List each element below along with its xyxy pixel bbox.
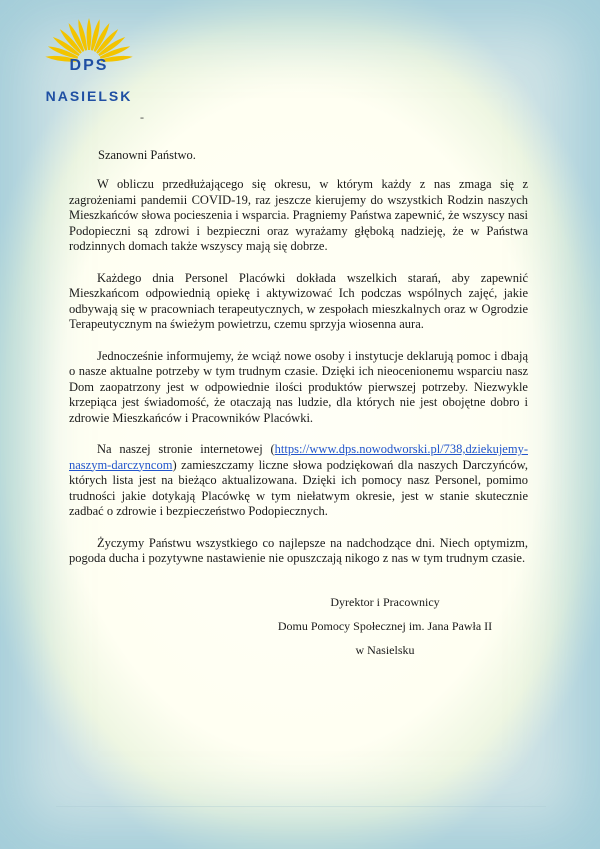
letter-signature xyxy=(240,595,530,667)
footer-divider xyxy=(56,806,546,807)
signature-line-2: Domu Pomocy Społecznej im. Jana Pawła II xyxy=(277,619,493,633)
paragraph-3: Jednocześnie informujemy, że wciąż nowe osoby i instytucje deklarują pomoc i dbają o nasze aktualne potrzeby w tym trudnym czasie. Dzięki ich nieocenionemu wsparciu nasz Dom zaopatrzony jest w odpowiednie ilości produktów pierwszej potrzeby. Niezwykle krzepiąca jest świadomość, że otaczają nas ludzie, dla których nie jest obojętne dobro i zdrowie Mieszkańców i Pracowników Placówki. xyxy=(69,348,528,425)
paragraph-4 xyxy=(69,442,528,520)
signature-line-3: w Nasielsku xyxy=(355,643,415,657)
letter-body xyxy=(69,177,528,583)
paragraph-4-end: ) zamieszczamy liczne słowa podziękowań dla naszych Darczyńców, których lista jest na bieżąco aktualizowana. Dzięki ich pomocy nasz Personel, pomimo trudności jakie dotykają Placówkę w tym niełatwym okresie, jest w stanie skutecznie zadbać o zdrowie i bezpieczeństwo Podopiecznych. xyxy=(69,457,528,518)
donors-page-link[interactable]: https://www.dps.nowodworski.pl/738,dziekujemy-naszym-darczyncom xyxy=(69,442,528,472)
sun-ray xyxy=(87,18,92,50)
logo-text-dps: DPS xyxy=(69,57,109,74)
dps-logo xyxy=(34,14,144,114)
logo-text-nasielsk: NASIELSK xyxy=(45,88,133,104)
paragraph-4-start: Na naszej stronie internetowej ( xyxy=(97,442,275,456)
signature-line-1: Dyrektor i Pracownicy xyxy=(330,595,440,609)
paragraph-5: Życzymy Państwu wszystkiego co najlepsze na nadchodzące dni. Niech optymizm, pogoda ducha i pozytywne nastawienie nie opuszczają nikogo z nas w tym trudnym czasie. xyxy=(69,535,528,565)
paragraph-2: Każdego dnia Personel Placówki dokłada wszelkich starań, aby zapewnić Mieszkańcom odpowiednią opiekę i aktywizować Ich podczas wspólnych zajęć, jakie odbywają się w pracowniach terapeutycznych, w zespołach mieszkalnych oraz w Ogrodzie Terapeutycznym na świeżym powietrzu, czemu sprzyja wiosenna aura. xyxy=(69,270,528,331)
letter-greeting: Szanowni Państwo. xyxy=(98,148,196,162)
paragraph-1: W obliczu przedłużającego się okresu, w którym każdy z nas zmaga się z zagrożeniami pandemii COVID-19, raz jeszcze kierujemy do wszystkich Rodzin naszych Mieszkańców słowa pocieszenia i wsparcia. Pragniemy Państwa zapewnić, że wszyscy nasi Podopieczni są zdrowi i bezpieczni oraz wyrażamy głęboką nadzieję, że w Państwa rodzinnych domach także wszyscy mają się dobrze. xyxy=(69,177,528,253)
margin-mark: - xyxy=(140,110,144,124)
